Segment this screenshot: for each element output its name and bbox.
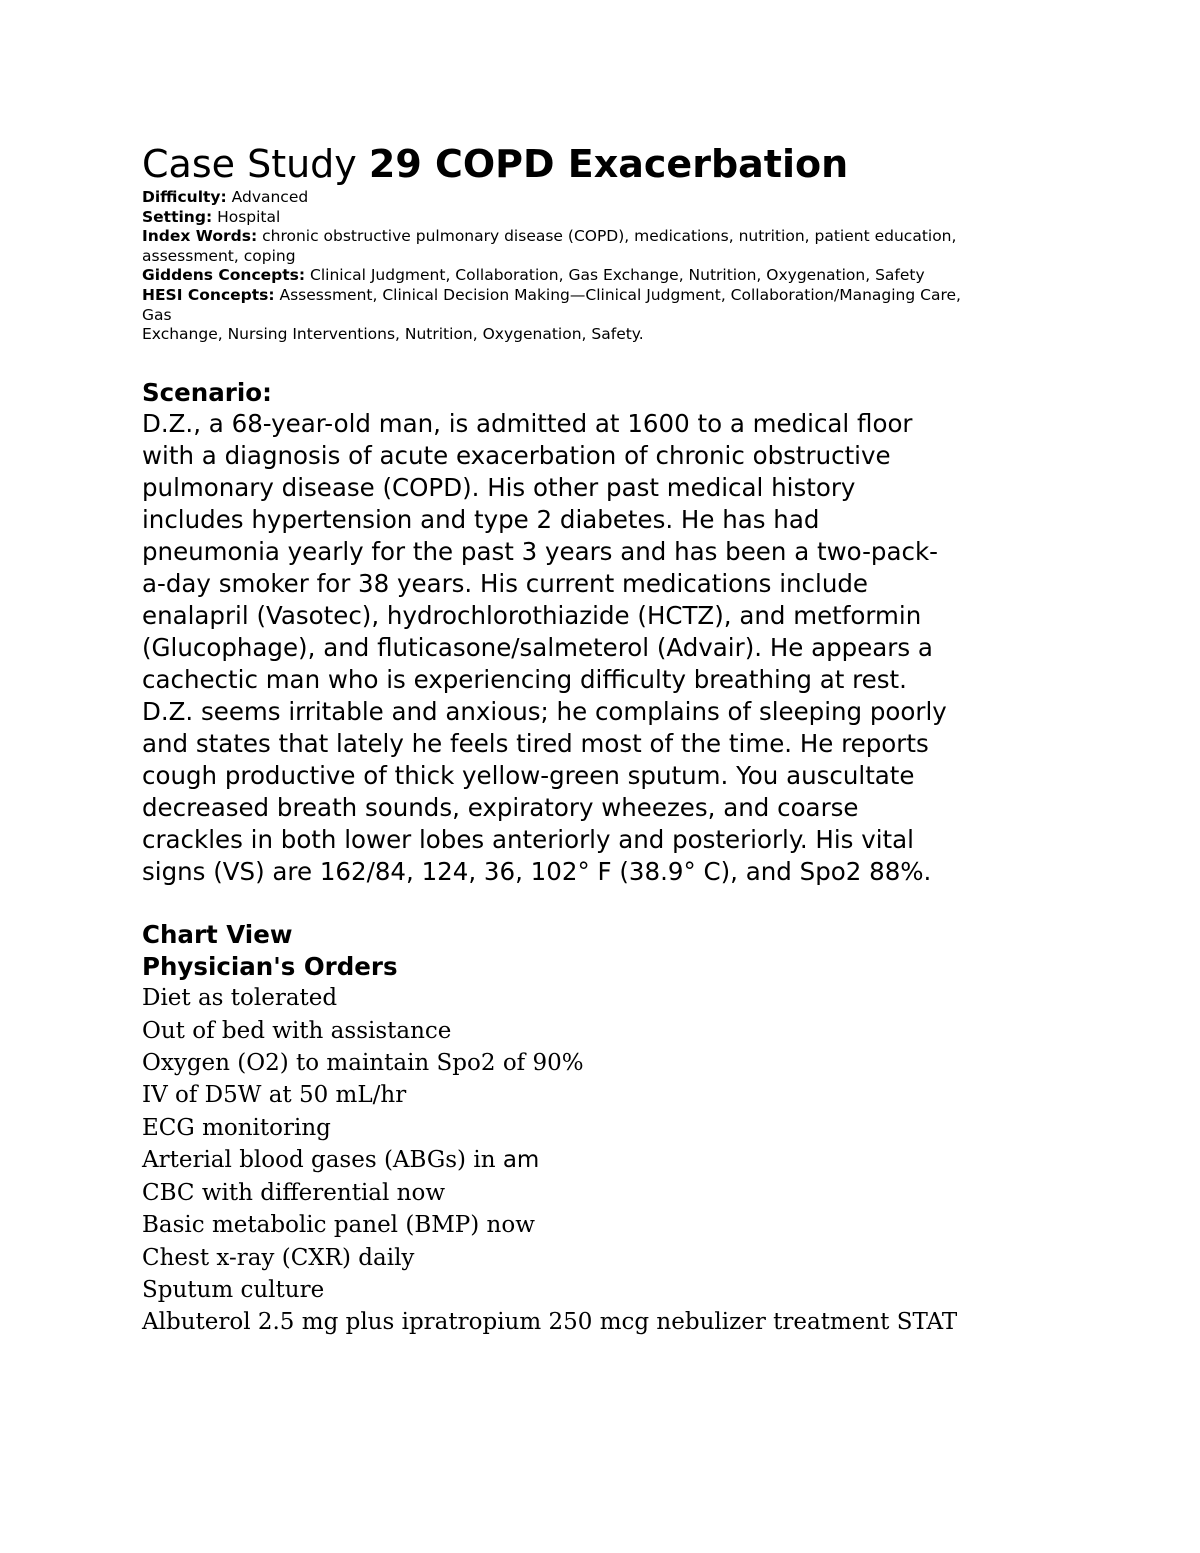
scenario-line: D.Z., a 68-year-old man, is admitted at 1600 to a medical floor xyxy=(142,409,913,439)
difficulty-line xyxy=(142,188,1062,208)
index-words-label: Index Words: xyxy=(142,227,258,246)
chart-view-heading: Chart View xyxy=(142,920,293,950)
scenario-text xyxy=(142,408,1047,888)
scenario-line: decreased breath sounds, expiratory wheezes, and coarse xyxy=(142,793,859,823)
giddens-concepts-label: Giddens Concepts: xyxy=(142,266,306,285)
order-item: CBC with differential now xyxy=(142,1179,446,1206)
order-abg-suffix: am xyxy=(502,1147,540,1174)
scenario-line: signs (VS) are 162/84, 124, 36, 102° F (38.9° C), and Spo2 88%. xyxy=(142,857,932,887)
scenario-heading: Scenario: xyxy=(142,377,272,407)
scenario-line: with a diagnosis of acute exacerbation of chronic obstructive xyxy=(142,441,891,471)
order-abg-text: Arterial blood gases (ABGs) in xyxy=(142,1147,503,1174)
order-item: Diet as tolerated xyxy=(142,985,338,1012)
hesi-concepts-line-2: Gas xyxy=(142,305,172,324)
title-prefix: Case Study xyxy=(142,142,369,186)
scenario-line: pulmonary disease (COPD). His other past medical history xyxy=(142,473,856,503)
order-item: IV of D5W at 50 mL/hr xyxy=(142,1082,407,1109)
case-metadata xyxy=(142,188,1062,345)
index-words-line xyxy=(142,227,1062,247)
scenario-line: cough productive of thick yellow-green sputum. You auscultate xyxy=(142,761,915,791)
physicians-orders-heading: Physician's Orders xyxy=(142,951,398,981)
order-item: Oxygen (O2) to maintain Spo2 of 90% xyxy=(142,1050,584,1077)
title-bold: 29 COPD Exacerbation xyxy=(368,142,849,186)
giddens-concepts-value: Clinical Judgment, Collaboration, Gas Exchange, Nutrition, Oxygenation, Safety xyxy=(305,266,925,285)
scenario-line: cachectic man who is experiencing difficulty breathing at rest. xyxy=(142,665,907,695)
index-words-line-2: assessment, coping xyxy=(142,246,296,265)
hesi-concepts-value-1: Assessment, Clinical Decision Making—Clinical Judgment, Collaboration/Managing Care, xyxy=(274,285,961,304)
order-item: Chest x-ray (CXR) daily xyxy=(142,1244,415,1271)
scenario-line: and states that lately he feels tired most of the time. He reports xyxy=(142,729,929,759)
difficulty-value: Advanced xyxy=(226,188,309,206)
scenario-line: pneumonia yearly for the past 3 years and has been a two-pack- xyxy=(142,537,938,567)
order-item: Sputum culture xyxy=(142,1276,325,1303)
physicians-orders-list xyxy=(142,982,1062,1338)
hesi-concepts-line xyxy=(142,286,1062,306)
order-item-abg xyxy=(142,1144,1062,1176)
document-page xyxy=(142,140,1062,1339)
scenario-line: crackles in both lower lobes anteriorly and posteriorly. His vital xyxy=(142,825,914,855)
order-item: Out of bed with assistance xyxy=(142,1017,452,1044)
hesi-concepts-label: HESI Concepts: xyxy=(142,285,275,304)
scenario-line: (Glucophage), and fluticasone/salmeterol (Advair). He appears a xyxy=(142,633,933,663)
hesi-concepts-line-3: Exchange, Nursing Interventions, Nutrition, Oxygenation, Safety. xyxy=(142,325,644,344)
index-words-value-1: chronic obstructive pulmonary disease (COPD), medications, nutrition, patient education, xyxy=(257,227,957,246)
scenario-line: includes hypertension and type 2 diabetes. He has had xyxy=(142,505,820,535)
scenario-line: D.Z. seems irritable and anxious; he complains of sleeping poorly xyxy=(142,697,947,727)
order-item: Basic metabolic panel (BMP) now xyxy=(142,1212,535,1239)
order-item: ECG monitoring xyxy=(142,1114,331,1141)
page-title xyxy=(142,140,1062,188)
giddens-concepts-line xyxy=(142,266,1062,286)
setting-line xyxy=(142,208,1062,228)
scenario-line: a-day smoker for 38 years. His current medications include xyxy=(142,569,868,599)
setting-value: Hospital xyxy=(212,207,281,226)
order-item: Albuterol 2.5 mg plus ipratropium 250 mcg nebulizer treatment STAT xyxy=(142,1309,958,1336)
difficulty-label: Difficulty: xyxy=(142,188,227,206)
scenario-line: enalapril (Vasotec), hydrochlorothiazide (HCTZ), and metformin xyxy=(142,601,922,631)
setting-label: Setting: xyxy=(142,207,213,226)
